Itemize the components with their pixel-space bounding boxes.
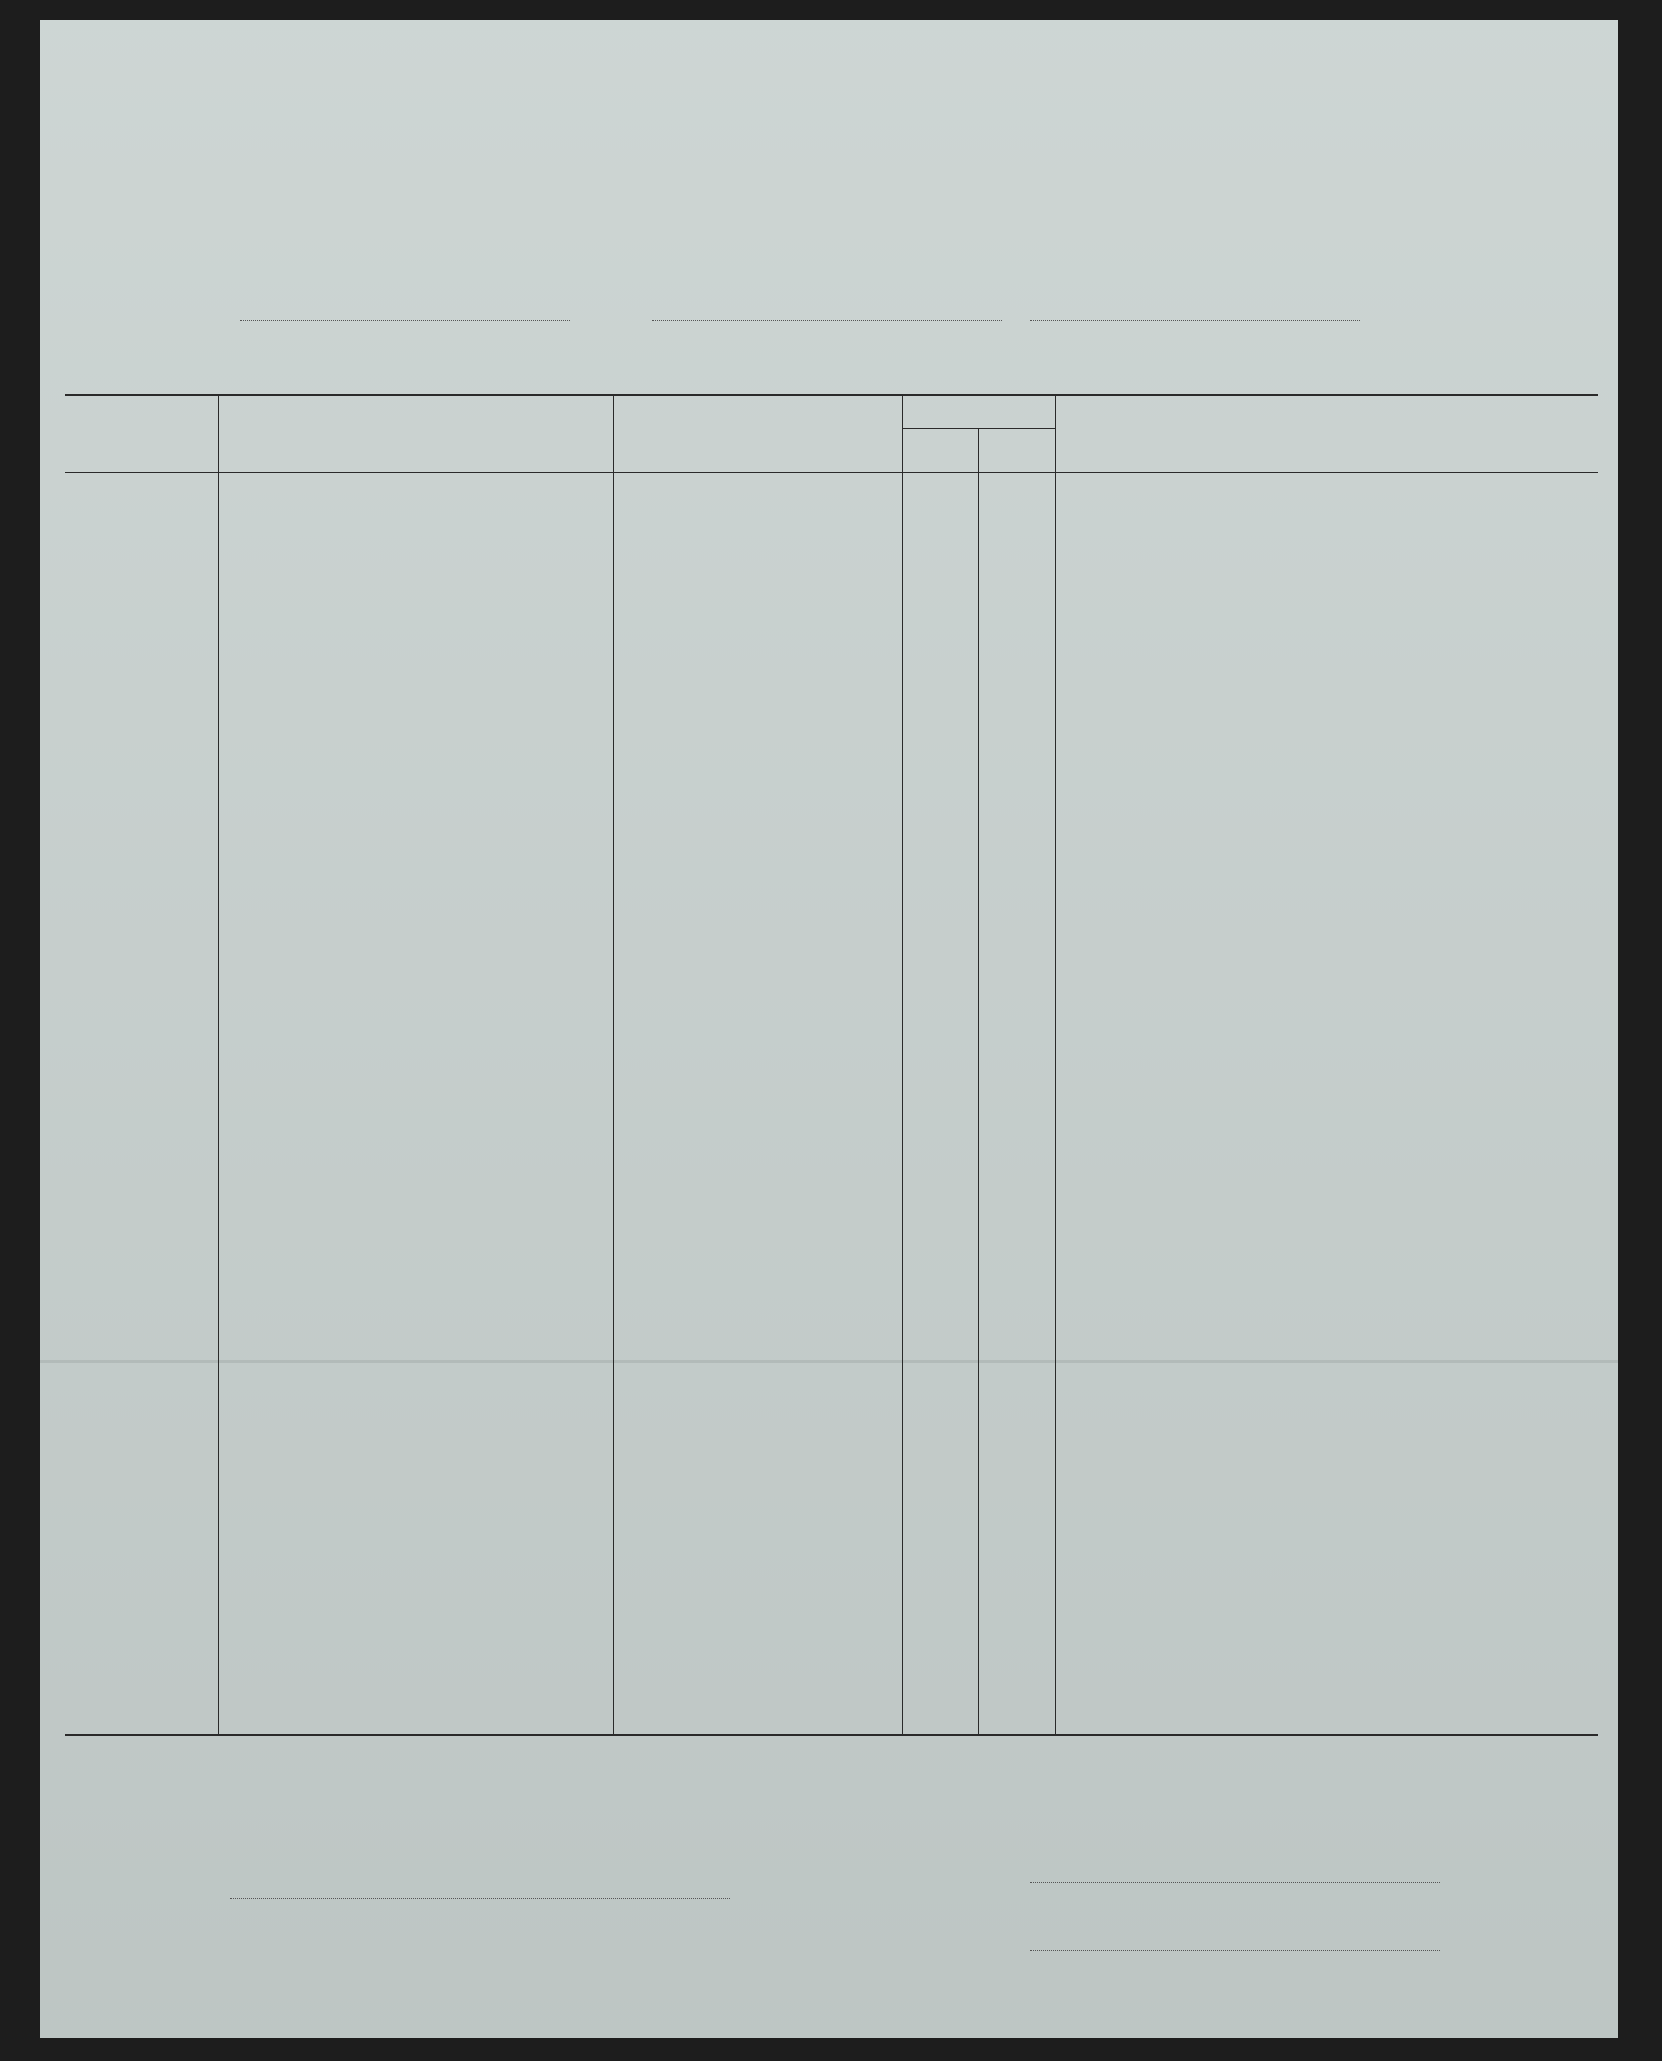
table-bottom-rule bbox=[65, 1734, 1598, 1736]
fold-crease bbox=[40, 1360, 1618, 1363]
col-divider bbox=[613, 394, 614, 1734]
col-divider bbox=[978, 428, 979, 1734]
roll-call-rule bbox=[902, 428, 1055, 429]
document-page bbox=[40, 20, 1618, 2038]
col-divider bbox=[902, 394, 903, 1734]
table-header-rule bbox=[65, 472, 1598, 473]
col-divider bbox=[1055, 394, 1056, 1734]
table-top-rule bbox=[65, 394, 1598, 396]
col-divider bbox=[218, 394, 219, 1734]
